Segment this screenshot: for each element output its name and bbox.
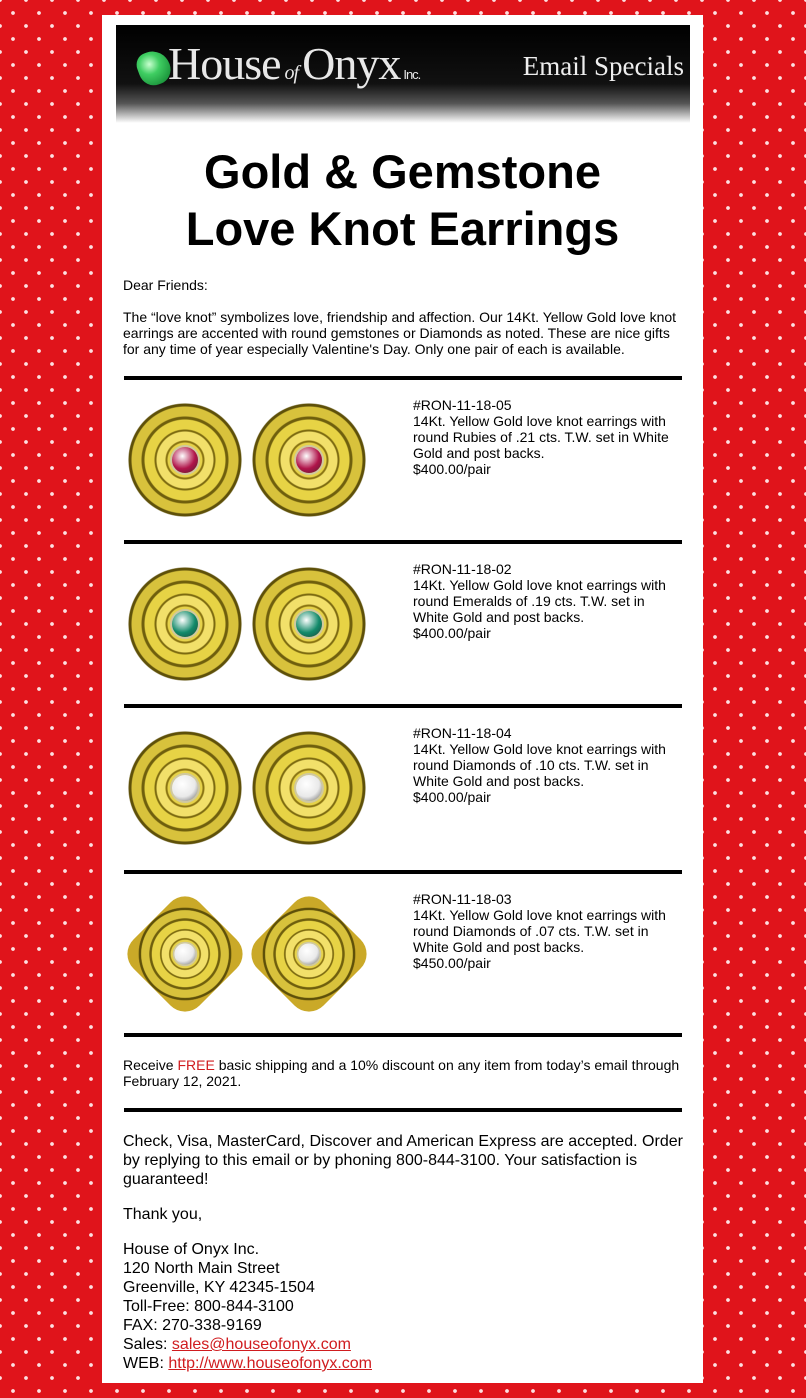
product-item bbox=[124, 397, 684, 523]
earring bbox=[119, 888, 251, 1020]
product-price: $400.00/pair bbox=[413, 789, 491, 805]
divider bbox=[124, 704, 682, 708]
city-address: Greenville, KY 42345-1504 bbox=[123, 1279, 315, 1296]
product-item bbox=[124, 891, 684, 1017]
product-details bbox=[413, 891, 681, 971]
gemstone bbox=[172, 611, 198, 637]
tollfree-phone: Toll-Free: 800-844-3100 bbox=[123, 1298, 294, 1315]
payment-info: Check, Visa, MasterCard, Discover and American Express are accepted. Order by replying to this email or by phoning 800-844-3100. Your satisfaction is guaranteed! bbox=[123, 1133, 683, 1188]
logo: House ofOnyx Inc. bbox=[168, 38, 421, 89]
fax-number: FAX: 270-338-9169 bbox=[123, 1317, 262, 1334]
tagline: Email Specials bbox=[522, 51, 684, 81]
product-sku: #RON-11-18-04 bbox=[413, 725, 512, 741]
product-description: 14Kt. Yellow Gold love knot earrings with round Diamonds of .07 cts. T.W. set in White Gold and post backs. bbox=[413, 907, 666, 955]
free-highlight: FREE bbox=[177, 1057, 215, 1073]
thanks: Thank you, bbox=[123, 1206, 203, 1223]
earring bbox=[252, 731, 366, 845]
product-description: 14Kt. Yellow Gold love knot earrings with round Diamonds of .10 cts. T.W. set in White Gold and post backs. bbox=[413, 741, 666, 789]
website-link[interactable]: http://www.houseofonyx.com bbox=[168, 1355, 372, 1372]
earring bbox=[128, 403, 242, 517]
earring bbox=[128, 731, 242, 845]
intro-text: The “love knot” symbolizes love, friendship and affection. Our 14Kt. Yellow Gold love knot earrings are accented with round gemstones or Diamonds as noted. These are nice gifts for any time of year especially Valentine's Day. Only one pair of each is available. bbox=[123, 309, 677, 357]
product-details bbox=[413, 725, 681, 805]
earring bbox=[252, 567, 366, 681]
sales-line: Sales: sales@houseofonyx.com bbox=[123, 1336, 351, 1353]
page-title: Gold & Gemstone Love Knot Earrings bbox=[185, 145, 620, 255]
product-description: 14Kt. Yellow Gold love knot earrings with round Emeralds of .19 cts. T.W. set in White Gold and post backs. bbox=[413, 577, 666, 625]
company-name: House of Onyx Inc. bbox=[123, 1241, 260, 1258]
divider bbox=[124, 870, 682, 874]
product-details bbox=[413, 561, 681, 641]
product-description: 14Kt. Yellow Gold love knot earrings with round Rubies of .21 cts. T.W. set in White Gold and post backs. bbox=[413, 413, 669, 461]
product-image[interactable] bbox=[124, 561, 372, 687]
product-sku: #RON-11-18-02 bbox=[413, 561, 512, 577]
gemstone bbox=[172, 447, 198, 473]
divider bbox=[124, 376, 682, 380]
gemstone bbox=[172, 775, 198, 801]
product-item bbox=[124, 561, 684, 687]
gemstone bbox=[298, 943, 319, 964]
web-line: WEB: http://www.houseofonyx.com bbox=[123, 1355, 372, 1372]
gemstone bbox=[296, 611, 322, 637]
gemstone bbox=[174, 943, 195, 964]
email-card bbox=[102, 15, 703, 1383]
divider bbox=[124, 540, 682, 544]
product-image[interactable] bbox=[124, 891, 372, 1017]
salutation: Dear Friends: bbox=[123, 277, 208, 293]
divider bbox=[124, 1108, 682, 1112]
product-image[interactable] bbox=[124, 397, 372, 523]
gemstone bbox=[296, 447, 322, 473]
product-sku: #RON-11-18-03 bbox=[413, 891, 512, 907]
product-price: $400.00/pair bbox=[413, 625, 491, 641]
divider bbox=[124, 1033, 682, 1037]
earring bbox=[243, 888, 375, 1020]
product-price: $400.00/pair bbox=[413, 461, 491, 477]
earring bbox=[252, 403, 366, 517]
header-banner bbox=[116, 25, 690, 123]
contact-block bbox=[123, 1240, 693, 1373]
earring bbox=[128, 567, 242, 681]
product-sku: #RON-11-18-05 bbox=[413, 397, 512, 413]
product-item bbox=[124, 725, 684, 851]
sales-email-link[interactable]: sales@houseofonyx.com bbox=[171, 1336, 351, 1353]
shipping-offer: Receive FREE basic shipping and a 10% discount on any item from today’s email through February 12, 2021. bbox=[123, 1057, 680, 1089]
product-price: $450.00/pair bbox=[413, 955, 491, 971]
product-image[interactable] bbox=[124, 725, 372, 851]
street-address: 120 North Main Street bbox=[123, 1260, 280, 1277]
product-details bbox=[413, 397, 681, 477]
gemstone bbox=[296, 775, 322, 801]
